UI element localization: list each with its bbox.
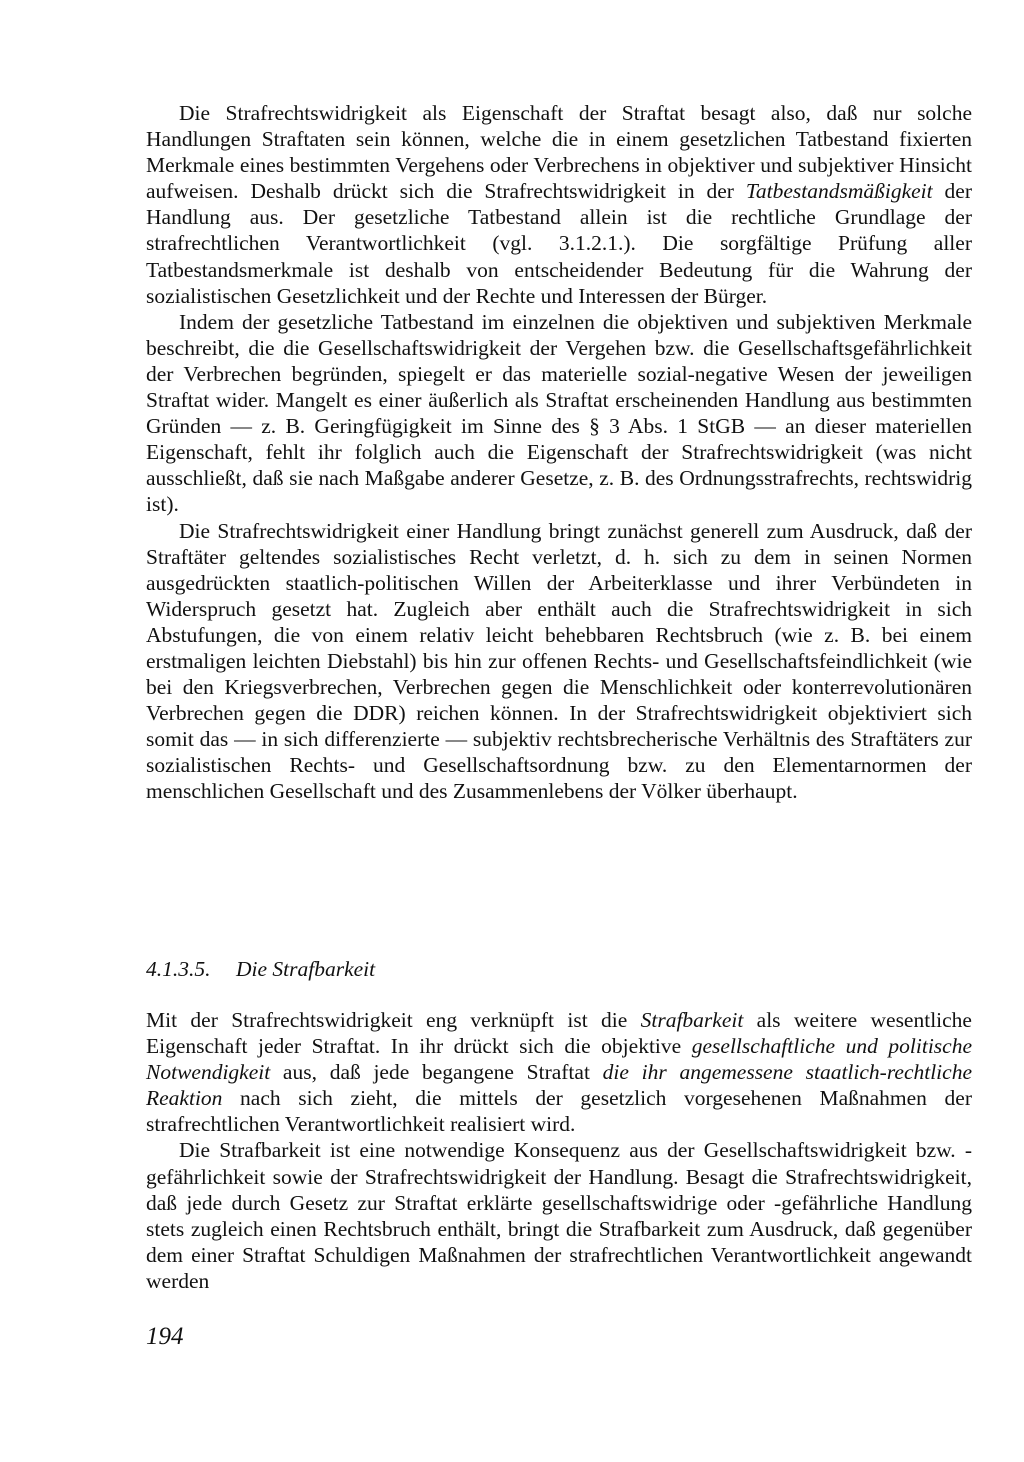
paragraph: Die Strafrechtswidrigkeit einer Handlung bringt zunächst generell zum Ausdruck, daß der Straftäter geltendes sozialistisches Recht verletzt, d. h. sich zu dem in seinen Normen ausgedrückten staatlich-politischen Willen der Arbeiterklasse und ihrer Verbündeten in Widerspruch gesetzt hat. Zugleich aber enthält auch die Strafrechtswidrigkeit in sich Abstufungen, die von einem relativ leicht behebbaren Rechtsbruch (wie z. B. bei einem erstmaligen leichten Diebstahl) bis hin zur offenen Rechts- und Gesellschaftsfeindlichkeit (wie bei den Kriegsverbrechen, Verbrechen gegen die Menschlichkeit oder konterrevolutionären Verbrechen gegen die DDR) reichen können. In der Strafrechtswidrigkeit objektiviert sich somit das — in sich differenzierte — subjektiv rechtsbrecherische Verhältnis des Straftäters zur sozialistischen Rechts- und Gesellschaftsordnung bzw. zu den Elementarnormen der menschlichen Gesellschaft und des Zusammenlebens der Völker überhaupt. xyxy=(146,518,972,804)
section-strafrechtswidrigkeit-text xyxy=(146,100,972,805)
emphasis-tatbestandsmaessigkeit: Tatbestandsmäßigkeit xyxy=(745,179,933,204)
section-number: 4.1.3.5. xyxy=(146,957,211,981)
paragraph: Die Strafbarkeit ist eine notwendige Konsequenz aus der Gesellschaftswidrigkeit bzw. -gefährlichkeit sowie der Strafrechtswidrigkeit der Handlung. Besagt die Strafrechtswidrigkeit, daß jede durch Gesetz zur Straftat erklärte gesellschaftswidrige oder -gefährliche Handlung stets zugleich einen Rechtsbruch enthält, bringt die Strafbarkeit zum Ausdruck, daß gegenüber dem einer Straftat Schuldigen Maßnahmen der strafrechtlichen Verantwortlichkeit angewandt werden xyxy=(146,1138,972,1293)
paragraph: Mit der Strafrechtswidrigkeit eng verknüpft ist die Strafbarkeit als weitere wesentliche Eigenschaft jeder Straftat. In ihr drückt sich die objektive gesellschaftliche und politische Notwendigkeit aus, daß jede begangene Straftat die ihr angemessene staatlich-rechtliche Reaktion nach sich zieht, die mittels der gesetzlich vorgesehenen Maßnahmen der strafrechtlichen Verantwortlichkeit realisiert wird. xyxy=(146,1008,972,1137)
section-strafbarkeit-text xyxy=(146,1007,972,1294)
paragraph: Indem der gesetzliche Tatbestand im einzelnen die objektiven und subjektiven Merkmale beschreibt, die die Gesellschaftswidrigkeit der Vergehen bzw. die Gesellschaftsgefährlichkeit der Verbrechen begründen, spiegelt er das materielle sozial-negative Wesen der jeweiligen Straftat wider. Mangelt es einer äußerlich als Straftat erscheinenden Handlung aus bestimmten Gründen — z. B. Geringfügigkeit im Sinne des § 3 Abs. 1 StGB — an dieser materiellen Eigenschaft, fehlt ihr folglich auch die Eigenschaft der Strafrechtswidrigkeit (was nicht ausschließt, daß sie nach Maßgabe anderer Gesetze, z. B. des Ordnungsstrafrechts, rechtswidrig ist). xyxy=(146,309,972,517)
page-number: 194 xyxy=(146,1323,184,1350)
section-title: Die Strafbarkeit xyxy=(236,957,376,981)
emphasis-strafbarkeit: Strafbarkeit xyxy=(640,1008,744,1032)
emphasis-notwendigkeit: gesellschaftliche und politische Notwendigkeit xyxy=(146,1034,972,1085)
emphasis-reaktion: die ihr angemessene staatlich-rechtliche Reaktion xyxy=(146,1060,972,1111)
paragraph: Die Strafrechtswidrigkeit als Eigenschaft der Straftat besagt also, daß nur solche Handlungen Straftaten sein können, welche die in einem gesetzlichen Tatbestand fixierten Merkmale eines bestimmten Vergehens oder Verbrechens in objektiver und subjektiver Hinsicht aufweisen. Deshalb drückt sich die Strafrechtswidrigkeit in der Tatbestandsmäßigkeit der Handlung aus. Der gesetzliche Tatbestand allein ist die rechtliche Grundlage der strafrechtlichen Verantwortlichkeit (vgl. 3.1.2.1.). Die sorgfältige Prüfung aller Tatbestandsmerkmale ist deshalb von entscheidender Bedeutung für die Wahrung der sozialistischen Gesetzlichkeit und der Rechte und Interessen der Bürger. xyxy=(146,101,973,308)
section-heading xyxy=(146,956,375,982)
